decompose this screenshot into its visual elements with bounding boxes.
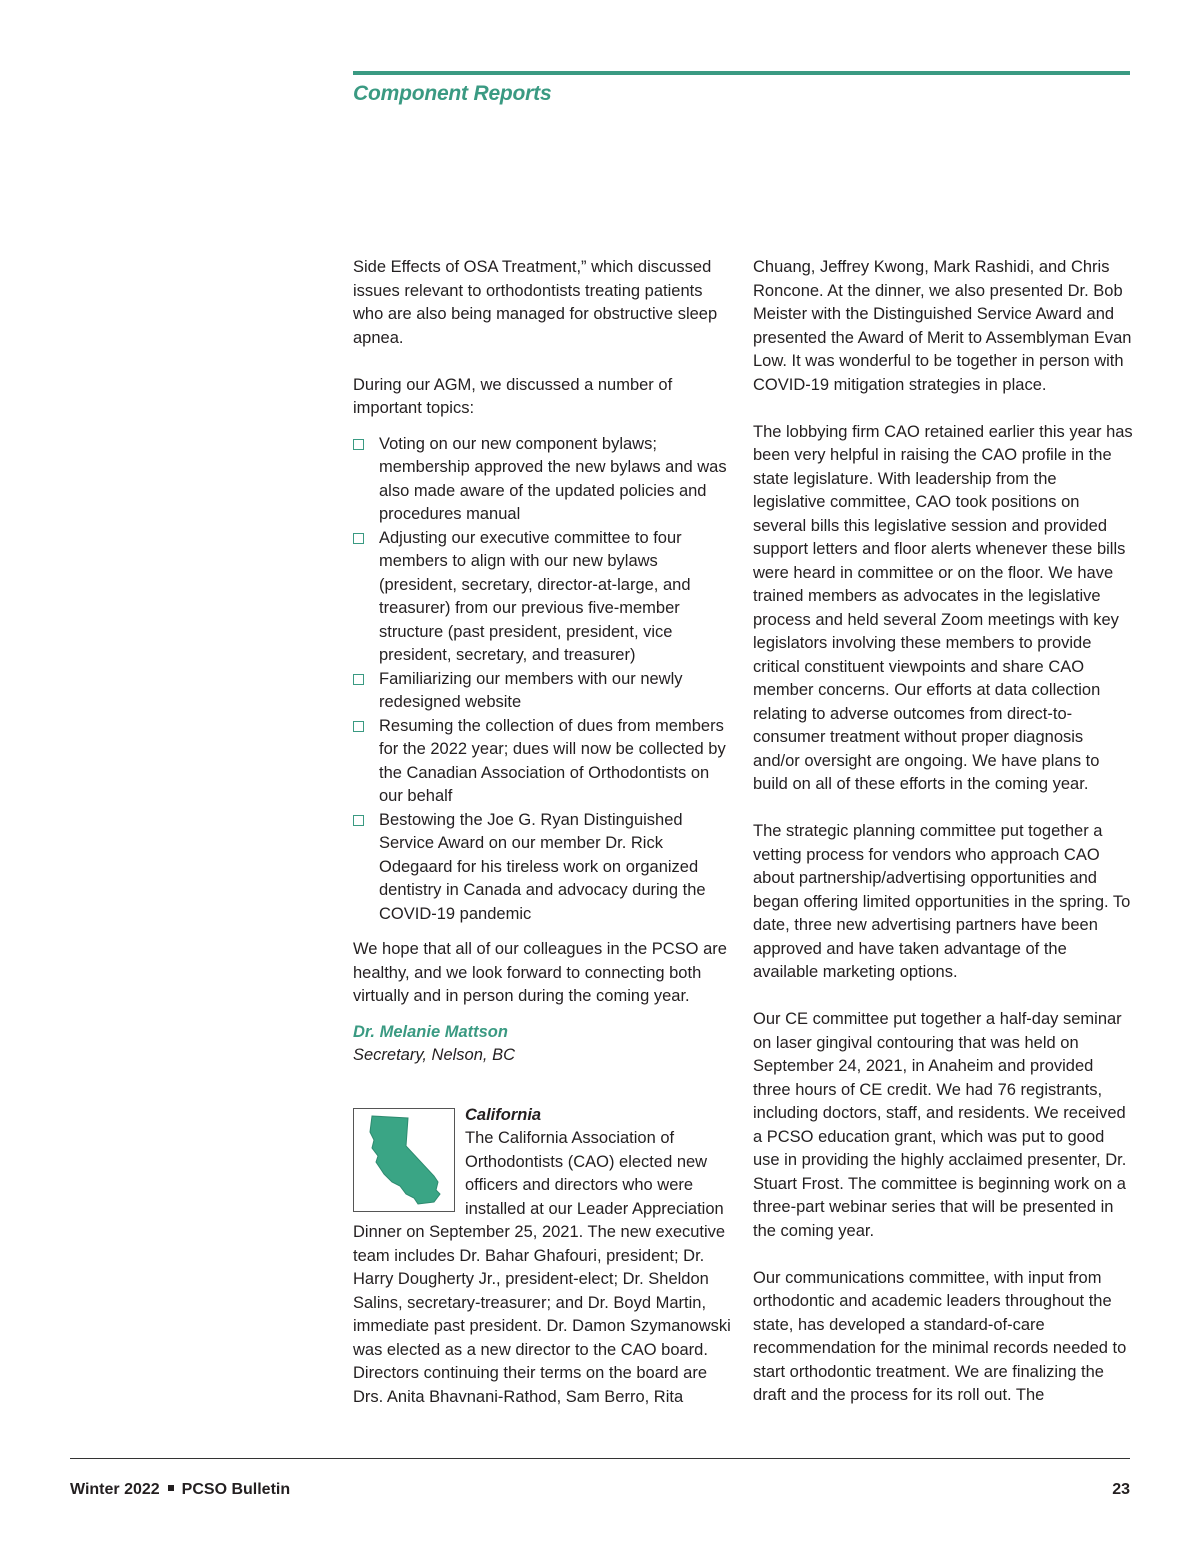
section-title: Component Reports — [353, 82, 552, 105]
signature-name: Dr. Melanie Mattson — [353, 1022, 508, 1041]
page-number: 23 — [1112, 1481, 1130, 1498]
california-paragraph: The California Association of Orthodontists (CAO) elected new officers and directors who were installed at our Leader Appreciation Dinner on September 25, 2021. The new executive team includes Dr. Bahar Ghafouri, president; Dr. Harry Dougherty Jr., president-elect; Dr. Sheldon Salins, secretary-treasurer; and Dr. Boyd Martin, immediate past president. Dr. Damon Szymanowski was elected as a new director to the CAO board. Directors continuing their terms on the board are Drs. Anita Bhavnani-Rathod, Sam Berro, Rita — [353, 1129, 731, 1406]
california-map-icon-svg — [354, 1109, 454, 1211]
right-column — [753, 256, 1133, 1408]
right-paragraph: The strategic planning committee put together a vetting process for vendors who approach CAO about partnership/advertising opportunities and began offering limited opportunities in the spring. To date, three new advertising partners have been approved and have taken advantage of the available marketing options. — [753, 822, 1131, 981]
footer-rule — [70, 1458, 1130, 1459]
list-item: Resuming the collection of dues from members for the 2022 year; dues will now be collected by the Canadian Association of Orthodontists on our behalf — [353, 715, 731, 809]
hollow-square-icon — [353, 721, 364, 732]
list-item: Voting on our new component bylaws; membership approved the new bylaws and was also made aware of the updated policies and procedures manual — [353, 433, 731, 527]
hollow-square-icon — [353, 674, 364, 685]
california-heading: California — [465, 1105, 542, 1124]
hollow-square-icon — [353, 815, 364, 826]
right-paragraph: Our CE committee put together a half-day seminar on laser gingival contouring that was held on September 24, 2021, in Anaheim and provided three hours of CE credit. We had 76 registrants, including doctors, staff, and residents. We received a PCSO education grant, which was put to good use in providing the highly acclaimed presenter, Dr. Stuart Frost. The committee is beginning work on a three-part webinar series that will be presented in the coming year. — [753, 1010, 1127, 1240]
footer-publication-name: PCSO Bulletin — [181, 1481, 291, 1498]
list-item: Bestowing the Joe G. Ryan Distinguished Service Award on our member Dr. Rick Odegaard for his tireless work on organized dentistry in Canada and advocacy during the COVID-19 pandemic — [353, 809, 731, 927]
right-paragraph: Chuang, Jeffrey Kwong, Mark Rashidi, and Chris Roncone. At the dinner, we also presented Dr. Bob Meister with the Distinguished Service Award and presented the Award of Merit to Assemblyman Evan Low. It was wonderful to be together in person with COVID-19 mitigation strategies in place. — [753, 258, 1132, 394]
hollow-square-icon — [353, 533, 364, 544]
topics-list — [353, 433, 731, 927]
footer-publication — [70, 1481, 290, 1499]
agm-intro: During our AGM, we discussed a number of important topics: — [353, 375, 673, 417]
closing-paragraph: We hope that all of our colleagues in the PCSO are healthy, and we look forward to connecting both virtually and in person during the coming year. — [353, 940, 727, 1005]
hollow-square-icon — [353, 439, 364, 450]
left-column — [353, 256, 731, 1409]
header-rule — [353, 71, 1130, 75]
right-paragraph: The lobbying firm CAO retained earlier this year has been very helpful in raising the CAO profile in the state legislature. With leadership from the legislative committee, CAO took positions on several bills this legislative session and provided support letters and floor alerts whenever these bills were heard in committee or on the floor. We have trained members as advocates in the legislative process and held several Zoom meetings with key legislators involving these members to provide critical constituent viewpoints and share CAO member concerns. Our efforts at data collection relating to adverse outcomes from direct-to-consumer treatment without proper diagnosis and/or oversight are ongoing. We have plans to build on all of these efforts in the coming year. — [753, 422, 1133, 793]
square-bullet-icon — [168, 1485, 174, 1491]
footer-issue: Winter 2022 — [70, 1481, 160, 1498]
signature-title: Secretary, Nelson, BC — [353, 1046, 516, 1064]
list-item: Adjusting our executive committee to four members to align with our new bylaws (president, secretary, director-at-large, and treasurer) from our previous five-member structure (past president, president, vice president, secretary, and treasurer) — [353, 527, 731, 668]
list-item: Familiarizing our members with our newly redesigned website — [353, 668, 731, 715]
right-paragraph: Our communications committee, with input from orthodontic and academic leaders throughout the state, has developed a standard-of-care recommendation for the minimal records needed to start orthodontic treatment. We are finalizing the draft and the process for its roll out. The — [753, 1268, 1127, 1404]
intro-paragraph: Side Effects of OSA Treatment,” which discussed issues relevant to orthodontists treating patients who are also being managed for obstructive sleep apnea. — [353, 258, 718, 347]
california-map-icon — [353, 1108, 455, 1212]
